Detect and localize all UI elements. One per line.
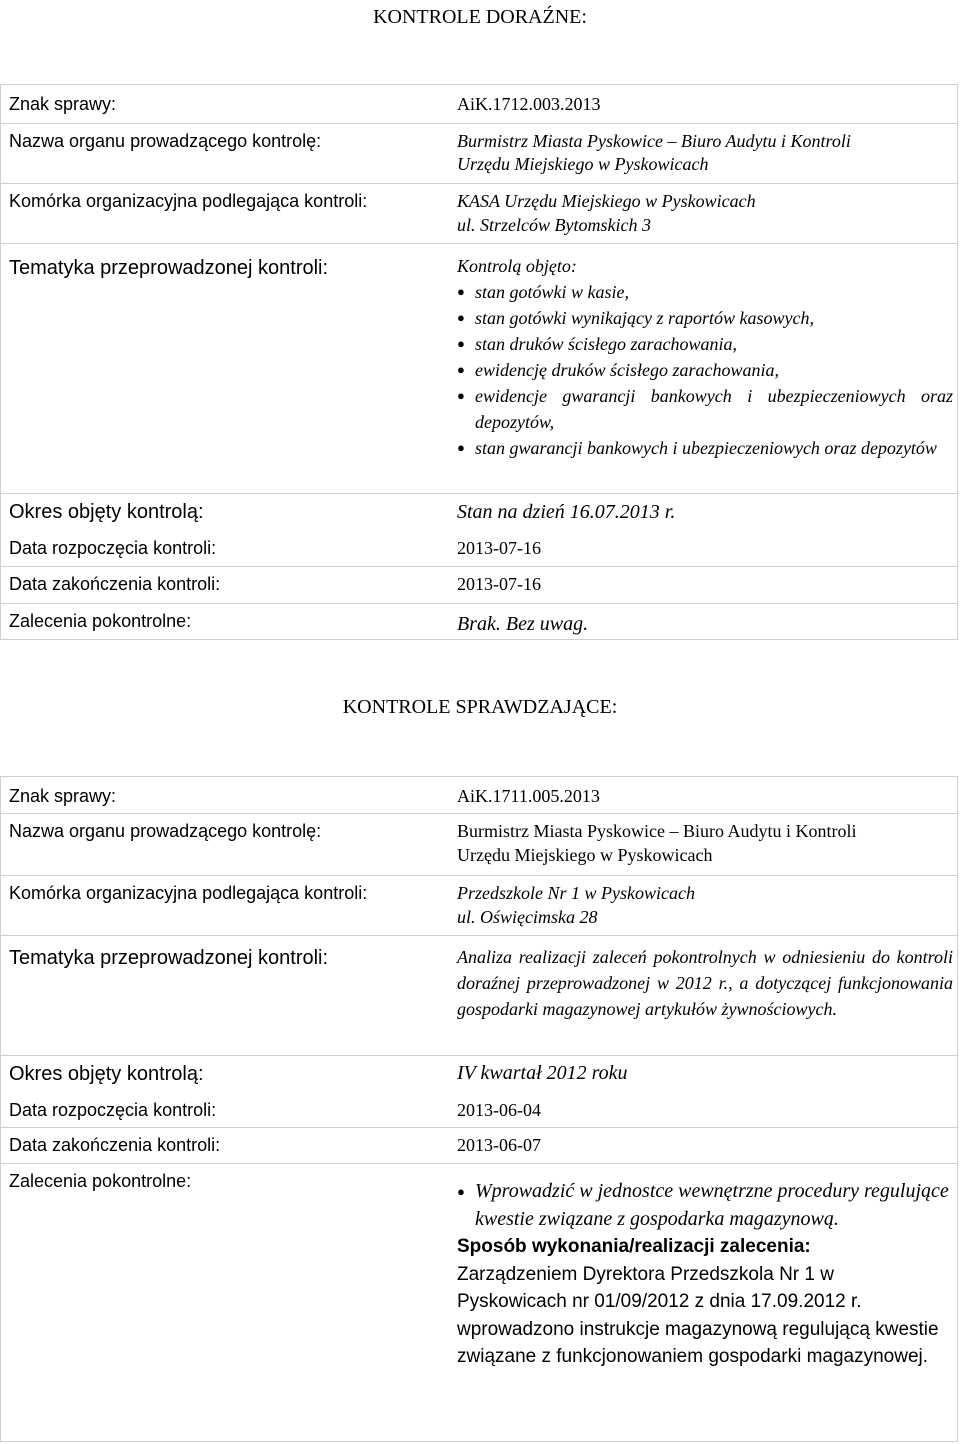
unit-label: Komórka organizacyjna podlegająca kontroli: [9,191,368,211]
end-date-label: Data zakończenia kontroli: [9,1135,221,1155]
organ-value-line2: Urzędu Miejskiego w Pyskowicach [457,845,713,865]
row-case-number [1,777,957,813]
case-number-label: Znak sprawy: [9,94,117,114]
topic-value: Analiza realizacji zaleceń pokontrolnych w odniesieniu do kontroli doraźnej przeprowadzonej w 2012 r., a dotyczącej funkcjonowania gospodarki magazynowej artykułów żywnościowych. [457,947,953,1019]
recommendations-label: Zalecenia pokontrolne: [9,611,192,631]
unit-label: Komórka organizacyjna podlegająca kontroli: [9,883,368,903]
end-date-value: 2013-07-16 [457,574,541,594]
row-organ [1,123,957,184]
row-topic [1,935,957,1056]
row-period [1,493,957,530]
row-unit [1,875,957,936]
topic-item: ● ewidencje gwarancji bankowych i ubezpieczeniowych oraz depozytów, [457,383,953,435]
period-label: Okres objęty kontrolą: [9,1063,204,1085]
organ-label: Nazwa organu prowadzącego kontrolę: [9,821,322,841]
topic-list [457,279,953,461]
start-date-value: 2013-06-04 [457,1100,541,1120]
row-start-date [1,1091,957,1127]
organ-label: Nazwa organu prowadzącego kontrolę: [9,131,322,151]
row-organ [1,813,957,876]
row-end-date [1,566,957,604]
row-period [1,1055,957,1092]
topic-value [457,253,953,461]
unit-value-line1: KASA Urzędu Miejskiego w Pyskowicach [457,191,756,211]
recommendations-value [457,1178,953,1371]
unit-value-line2: ul. Strzelców Bytomskich 3 [457,215,651,235]
topic-item: ● ewidencję druków ścisłego zarachowania, [457,357,953,383]
recommendations-value: Brak. Bez uwag. [457,613,589,635]
organ-value-line2: Urzędu Miejskiego w Pyskowicach [457,154,709,174]
row-topic [1,243,957,494]
topic-item: ● stan gotówki wynikający z raportów kasowych, [457,305,953,331]
topic-item: ● stan gotówki w kasie, [457,279,953,305]
end-date-label: Data zakończenia kontroli: [9,574,221,594]
period-value: IV kwartał 2012 roku [457,1062,628,1084]
end-date-value: 2013-06-07 [457,1135,541,1155]
topic-label: Tematyka przeprowadzonej kontroli: [9,947,329,969]
period-label: Okres objęty kontrolą: [9,501,204,523]
case-number-label: Znak sprawy: [9,786,117,806]
section-heading-doraźne: KONTROLE DORAŹNE: [373,6,587,28]
unit-value-line2: ul. Oświęcimska 28 [457,907,598,927]
method-label: Sposób wykonania/realizacji zalecenia: [457,1236,811,1257]
unit-value-line1: Przedszkole Nr 1 w Pyskowicach [457,883,695,903]
control-table-sprawdzające [0,776,958,1442]
row-start-date [1,529,957,566]
organ-value-line1: Burmistrz Miasta Pyskowice – Biuro Audytu i Kontroli [457,821,857,841]
row-case-number [1,85,957,123]
topic-intro: Kontrolą objęto: [457,256,577,276]
topic-item: ● stan gwarancji bankowych i ubezpieczeniowych oraz depozytów [457,435,953,461]
row-recommendations [1,603,957,641]
row-end-date [1,1127,957,1164]
case-number-value: AiK.1712.003.2013 [457,94,601,114]
start-date-label: Data rozpoczęcia kontroli: [9,538,217,558]
row-recommendations [1,1163,957,1443]
control-table-doraźne [0,84,958,640]
organ-value-line1: Burmistrz Miasta Pyskowice – Biuro Audytu i Kontroli [457,131,851,151]
topic-item: ● stan druków ścisłego zarachowania, [457,331,953,357]
start-date-value: 2013-07-16 [457,538,541,558]
start-date-label: Data rozpoczęcia kontroli: [9,1100,217,1120]
recommendations-list [457,1178,953,1233]
period-value: Stan na dzień 16.07.2013 r. [457,501,676,523]
case-number-value: AiK.1711.005.2013 [457,786,600,806]
recommendation-item: ● Wprowadzić w jednostce wewnętrzne procedury regulujące kwestie związane z gospodarka magazynową. [457,1178,953,1233]
recommendations-label: Zalecenia pokontrolne: [9,1171,192,1191]
topic-label: Tematyka przeprowadzonej kontroli: [9,257,329,279]
method-text: Zarządzeniem Dyrektora Przedszkola Nr 1 w Pyskowicach nr 01/09/2012 z dnia 17.09.2012 r. wprowadzono instrukcje magazynową regulującą kwestie związane z funkcjonowaniem gospodarki magazynowej. [457,1263,939,1367]
section-heading-sprawdzające: KONTROLE SPRAWDZAJĄCE: [342,696,618,718]
row-unit [1,183,957,244]
